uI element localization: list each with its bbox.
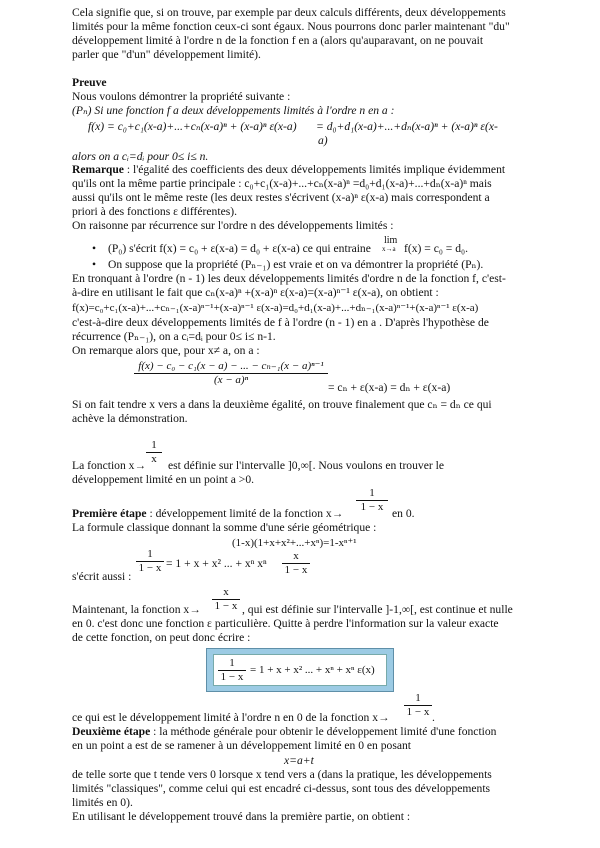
maintenant-fraction-num: x — [212, 586, 240, 600]
etape2-label: Deuxième étape — [72, 725, 151, 738]
etape1-fraction-den: 1 − x — [360, 501, 384, 513]
intro-line-1: Cela signifie que, si on trouve, par exemple par deux calculs différents, deux développements — [72, 6, 506, 19]
fonction-fraction-num: 1 — [146, 439, 162, 453]
etape2-text-1: : la méthode générale pour obtenir le développement limité d'une fonction — [150, 725, 497, 738]
series-fraction — [136, 548, 164, 575]
remarque-line-5: On raisonne par récurrence sur l'ordre n des développements limités : — [72, 219, 394, 232]
bullet-2-text: On suppose que la propriété (Pₙ₋₁) est vraie et on va démontrer la propriété (Pₙ). — [108, 258, 484, 271]
bullet-1-lim: lim — [384, 235, 398, 246]
series-remainder-fraction — [282, 550, 310, 577]
recurrence-fraction-rhs: = cₙ + ε(x-a) = dₙ + ε(x-a) — [328, 381, 451, 394]
recurrence-fraction-den: (x − a)ⁿ — [213, 374, 249, 386]
maintenant-line-3: de cette fonction, on peut donc écrire : — [72, 631, 251, 644]
fonction-line-1b: est définie sur l'intervalle ]0,∞[. Nous voulons en trouver le — [168, 459, 444, 472]
boxed-fraction-den: 1 − x — [220, 671, 244, 683]
bullet-dot-2: • — [92, 258, 97, 271]
bullet-1-text: (P₀) s'écrit f(x) = c₀ + ε(x-a) = d₀ + ε(x-a) ce qui entraine — [108, 242, 371, 255]
bullet-1-lim-sub: x→a — [382, 245, 396, 253]
fonction-fraction — [146, 439, 162, 466]
boxed-fraction — [218, 657, 246, 684]
remarque-line-4: priori à des fonctions ε différentes). — [72, 205, 237, 218]
remarque-line-2: qu'ils ont la même partie principale : c₀+c₁(x-a)+...+cₙ(x-a)ⁿ =d₀+d₁(x-a)+...+dₙ(x-a)ⁿ mais — [72, 177, 492, 190]
etape2-line-5: limités en 0). — [72, 796, 133, 809]
tronquant-line-6: On remarque alors que, pour x≠ a, on a : — [72, 344, 260, 357]
intro-line-4: parler que "d'un" développement limité). — [72, 48, 261, 61]
boxed-rhs: = 1 + x + x² ... + xⁿ + xⁿ ε(x) — [250, 664, 375, 676]
remarque-line-1 — [72, 163, 505, 177]
etape2-equation: x=a+t — [284, 754, 314, 767]
maintenant-line-2: en 0. c'est donc une fonction ε particulière. Quitte à perdre l'information sur la valeur exacte — [72, 617, 499, 630]
tronquant-line-8: achève la démonstration. — [72, 412, 188, 425]
remarque-line-3: aussi qu'ils ont le même reste (les deux restes s'écrivent (x-a)ⁿ ε(x-a) mais correspondent a — [72, 191, 490, 204]
boxed-fraction-num: 1 — [218, 657, 246, 671]
fonction-line-1a: La fonction x→ — [72, 459, 147, 472]
series-fraction-den: 1 − x — [138, 562, 162, 574]
etape2-line-3: de telle sorte que t tende vers 0 lorsque x tend vers a (dans la pratique, les développements — [72, 768, 492, 781]
maintenant-fraction — [212, 586, 240, 613]
preuve-equation-left: f(x) = c₀+c₁(x-a)+...+cₙ(x-a)ⁿ + (x-a)ⁿ ε(x-a) — [88, 120, 297, 133]
etape1-line-1 — [72, 507, 343, 521]
bullet-1-end: f(x) = c₀ = d₀. — [404, 242, 468, 255]
preuve-line-3: alors on a cᵢ=dᵢ pour 0≤ i≤ n. — [72, 150, 209, 163]
fonction-line-2: développement limité en un point a >0. — [72, 473, 255, 486]
etape1-text: : développement limité de la fonction x→ — [146, 507, 344, 520]
preuve-heading: Preuve — [72, 76, 107, 89]
etape1-label: Première étape — [72, 507, 147, 520]
tronquant-line-2: à-dire en utilisant le fait que cₙ(x-a)ⁿ +(x-a)ⁿ ε(x-a)=(x-a)ⁿ⁻¹ ε(x-a), on obtient : — [72, 286, 439, 299]
conclusion-line: ce qui est le développement limité à l'ordre n en 0 de la fonction x→ — [72, 711, 390, 724]
boxed-formula-inner — [213, 654, 387, 686]
conclusion-fraction — [404, 692, 432, 719]
series-remainder-den: 1 − x — [284, 564, 308, 576]
etape1-line-2: La formule classique donnant la somme d'une série géométrique : — [72, 521, 377, 534]
tronquant-line-4: c'est-à-dire deux développements limités de f à l'ordre (n - 1) en a . D'après l'hypothèse de — [72, 316, 489, 329]
conclusion-fraction-num: 1 — [404, 692, 432, 706]
preuve-equation-right: = d₀+d₁(x-a)+...+dₙ(x-a)ⁿ + (x-a)ⁿ ε(x- — [316, 120, 498, 133]
preuve-line-1: Nous voulons démontrer la propriété suivante : — [72, 90, 291, 103]
tronquant-line-1: En tronquant à l'ordre (n - 1) les deux développements limités d'ordre n de la fonction f, c'est- — [72, 272, 506, 285]
tronquant-line-7: Si on fait tendre x vers a dans la deuxième égalité, on trouve finalement que cₙ = dₙ ce qui — [72, 398, 492, 411]
preuve-equation-right-2: a) — [318, 134, 328, 147]
intro-line-2: limités pour la même fonction ceux-ci sont égaux. Nous pourrons donc parler maintenant "du" — [72, 20, 510, 33]
etape1-end: en 0. — [392, 507, 415, 520]
intro-line-3: développement limité à l'ordre n de la fonction f en a (alors qu'auparavant, on ne pouvait — [72, 34, 484, 47]
etape2-line-6: En utilisant le développement trouvé dans la première partie, on obtient : — [72, 810, 411, 823]
tronquant-line-5: récurrence (Pₙ₋₁), on a cᵢ=dᵢ pour 0≤ i≤ n-1. — [72, 330, 276, 343]
etape2-line-4: limités "classiques", comme celui qui est encadré ci-dessus, sont tous des développements — [72, 782, 491, 795]
recurrence-fraction — [134, 360, 328, 387]
maintenant-line-1b: , qui est définie sur l'intervalle ]-1,∞[, est continue et nulle — [242, 603, 513, 616]
remarque-label: Remarque — [72, 163, 124, 176]
conclusion-fraction-den: 1 − x — [406, 706, 430, 718]
etape1-fraction-num: 1 — [356, 487, 388, 501]
bullet-dot-1: • — [92, 242, 97, 255]
etape2-line-1 — [72, 725, 496, 739]
geometric-series: (1-x)(1+x+x²+...+xⁿ)=1-xⁿ⁺¹ — [232, 537, 357, 549]
recurrence-fraction-num: f(x) − c₀ − c₁(x − a) − ... − cₙ₋₁(x − a)ⁿ⁻¹ — [134, 360, 328, 374]
ecrit-aussi: s'écrit aussi : — [72, 570, 132, 583]
etape1-fraction — [356, 487, 388, 514]
conclusion-end: . — [432, 711, 435, 724]
maintenant-line-1a: Maintenant, la fonction x→ — [72, 603, 201, 616]
maintenant-fraction-den: 1 − x — [214, 600, 238, 612]
series-remainder-num: x — [282, 550, 310, 564]
fonction-fraction-den: x — [151, 453, 157, 465]
boxed-formula — [206, 648, 394, 692]
remarque-text-1: : l'égalité des coefficients des deux développements limités implique évidemment — [123, 163, 506, 176]
series-fraction-num: 1 — [136, 548, 164, 562]
tronquant-line-3: f(x)=c₀+c₁(x-a)+...+cₙ₋₁(x-a)ⁿ⁻¹+(x-a)ⁿ⁻¹ ε(x-a)=d₀+d₁(x-a)+...+dₙ₋₁(x-a)ⁿ⁻¹+(x-a)ⁿ⁻¹ ε(x-a) — [72, 302, 479, 314]
preuve-line-2: (Pₙ) Si une fonction f a deux développements limités à l'ordre n en a : — [72, 104, 395, 117]
etape2-line-2: en un point a est de se ramener à un développement limité en 0 en posant — [72, 739, 412, 752]
series-rhs: = 1 + x + x² ... + xⁿ xⁿ — [166, 557, 267, 570]
